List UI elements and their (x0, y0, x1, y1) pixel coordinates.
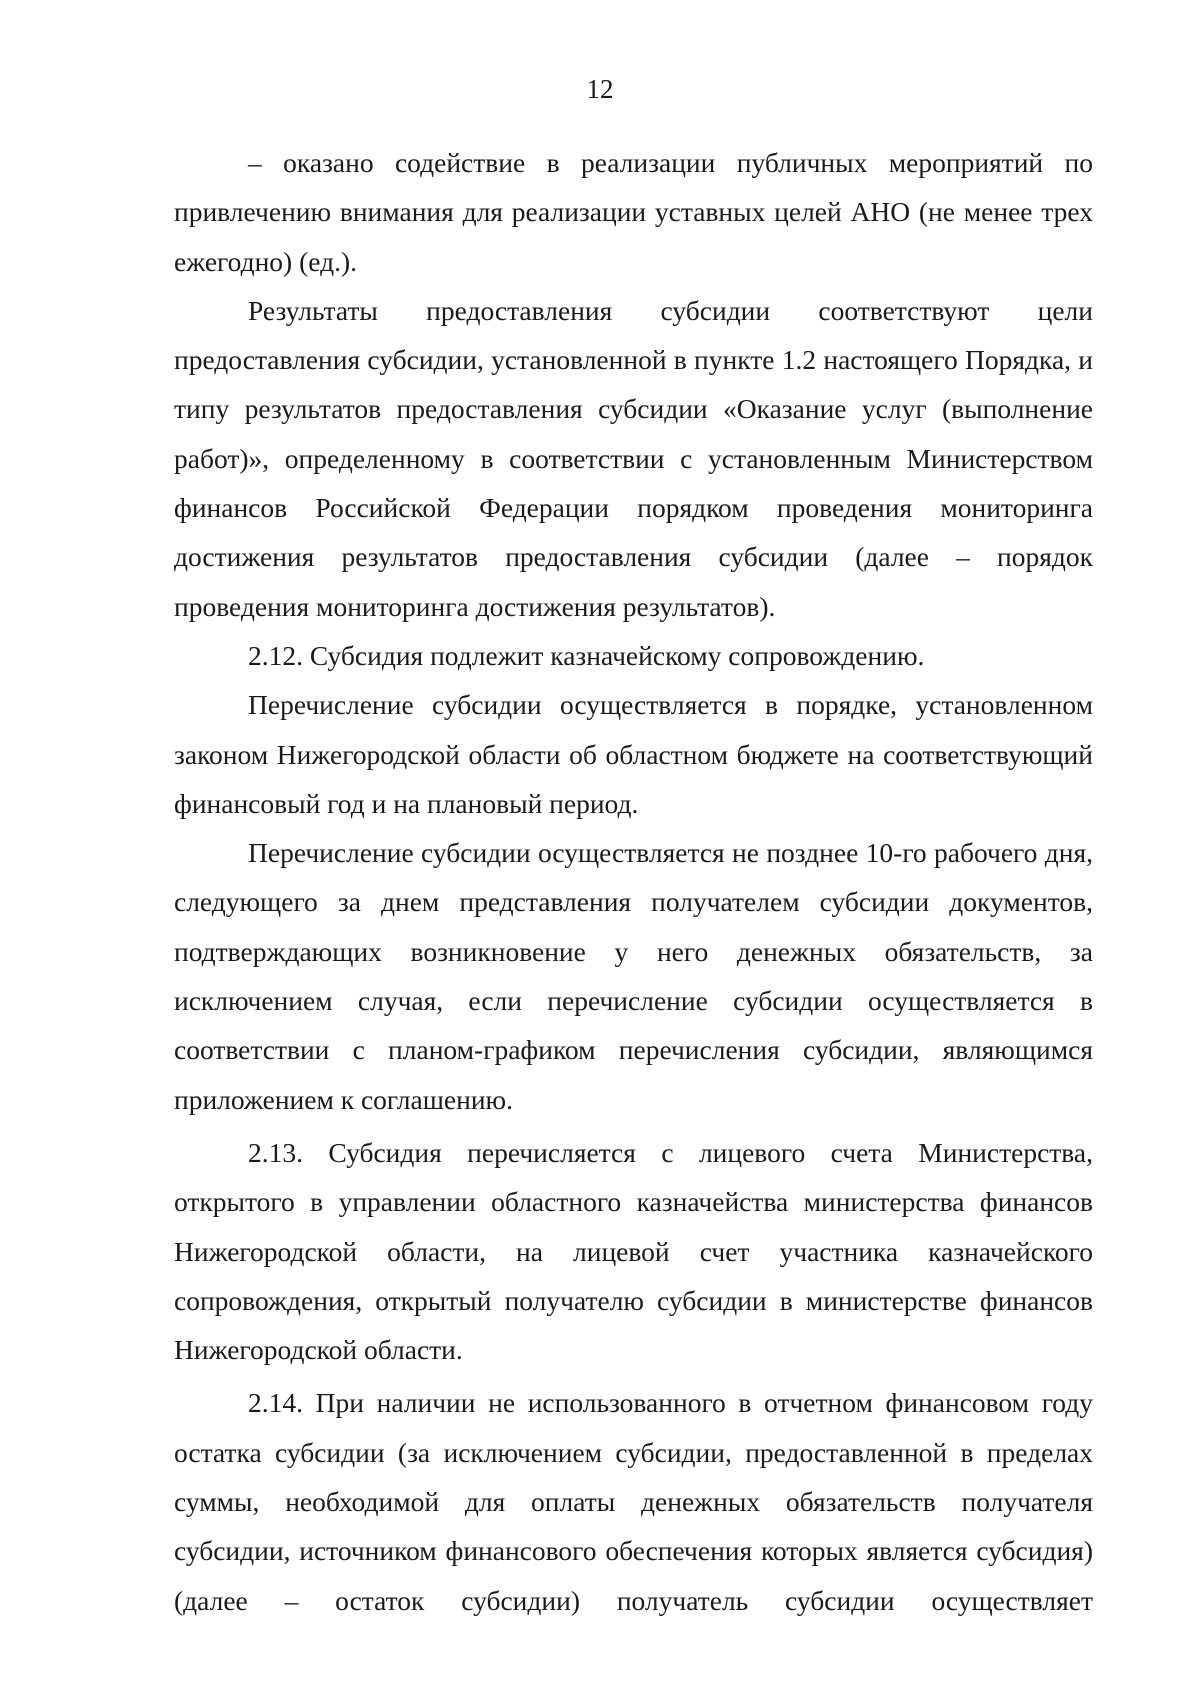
paragraph-transfer-procedure: Перечисление субсидии осуществляется в порядке, установленном законом Нижегородской области об областном бюджете на соответствующий финансовый год и на плановый период. (174, 689, 1093, 819)
document-body (174, 138, 1093, 1625)
paragraph-transfer-deadline: Перечисление субсидии осуществляется не позднее 10-го рабочего дня, следующего за днем представления получателем субсидии документов, подтверждающих возникновение у него денежных обязательств, за исключением случая, если перечисление субсидии осуществляется в соответствии с планом-графиком перечисления субсидии, являющимся приложением к соглашению. (174, 837, 1093, 1115)
paragraph-2-14-unused-balance: 2.14. При наличии не использованного в отчетном финансовом году остатка субсидии (за исключением субсидии, предоставленной в пределах суммы, необходимой для оплаты денежных обязательств получателя субсидии, источником финансового обеспечения которых является субсидия) (далее – остаток субсидии) получатель субсидии осуществляет (174, 1387, 1093, 1616)
paragraph-results-list-item: – оказано содействие в реализации публичных мероприятий по привлечению внимания для реализации уставных целей АНО (не менее трех ежегодно) (ед.). (174, 147, 1093, 277)
paragraph-2-13-account-transfer: 2.13. Субсидия перечисляется с лицевого счета Министерства, открытого в управлении областного казначейства министерства финансов Нижегородской области, на лицевой счет участника казначейского сопровождения, открытый получателю субсидии в министерстве финансов Нижегородской области. (174, 1136, 1093, 1366)
page-number: 12 (586, 74, 614, 104)
paragraph-results-purpose: Результаты предоставления субсидии соответствуют цели предоставления субсидии, установленной в пункте 1.2 настоящего Порядка, и типу результатов предоставления субсидии «Оказание услуг (выполнение работ)», определенному в соответствии с установленным Министерством финансов Российской Федерации порядком проведения мониторинга достижения результатов предоставления субсидии (далее – порядок проведения мониторинга достижения результатов). (174, 294, 1093, 622)
paragraph-2-12-treasury-support: 2.12. Субсидия подлежит казначейскому сопровождению. (248, 639, 925, 671)
